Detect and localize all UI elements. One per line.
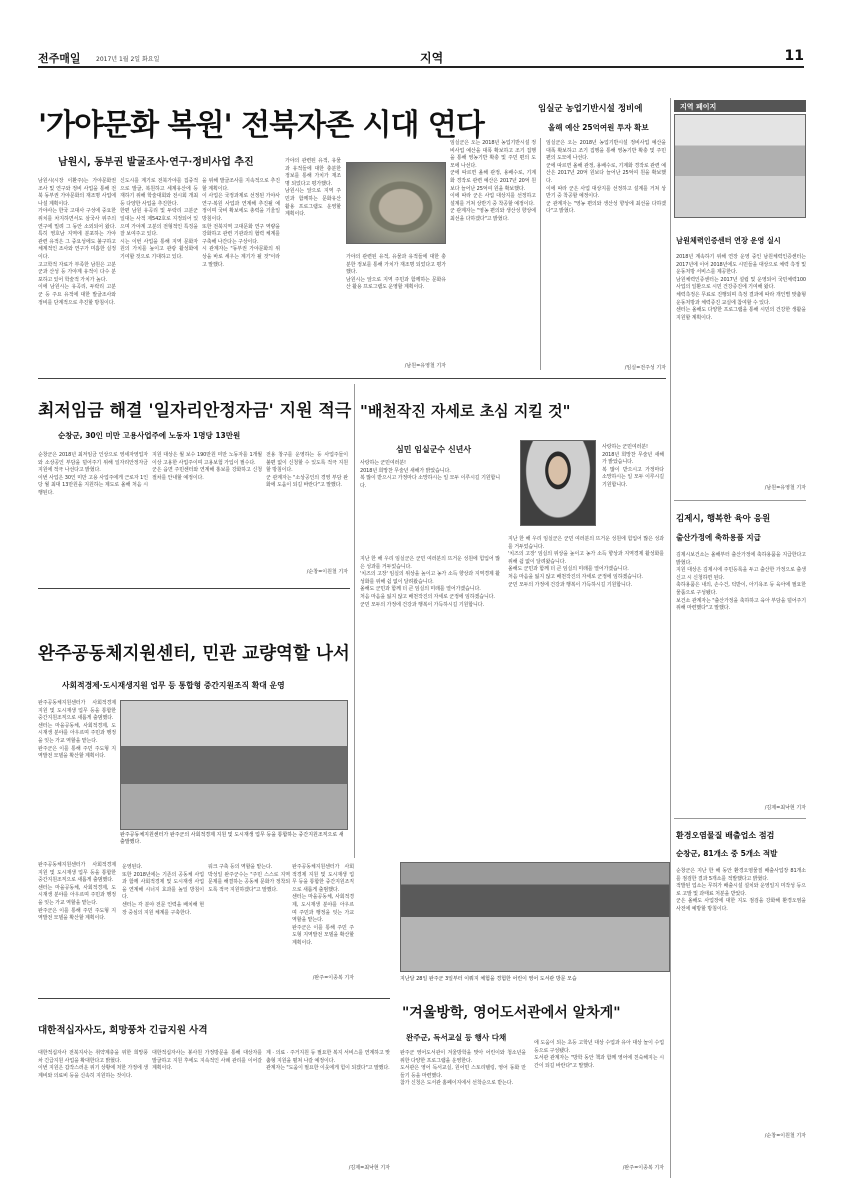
imsil-body-col2: 지난 한 해 우리 임실군은 군민 여러분의 뜨거운 성원에 힘입어 많은 성과를 거두었습니다. '치즈의 고장' 임실의 위상을 높이고 농가 소득 향상과 지역경제 활성화를 위해 쉼 없이 달려왔습니다. 올해도 군민과 함께 더 큰 임실의 미래를 열어가겠습니다. 처음 마음을 잃지 않고 배천작진의 자세로 군정에 임하겠습니다. 군민 모두의 가정에 건강과 행복이 가득하시길 기원합니다. bbox=[508, 536, 664, 588]
farm-subhead: 올해 예산 25억여원 투자 확보 bbox=[548, 123, 649, 132]
namwon-side-byline: /남원=유영철 기자 bbox=[764, 485, 806, 491]
wanju-group-photo bbox=[120, 700, 348, 830]
wanju-headline: 완주공동체지원센터, 민관 교량역할 나서 bbox=[38, 644, 350, 664]
wage-headline: 최저임금 해결 '일자리안정자금' 지원 적극 bbox=[38, 401, 352, 421]
english-byline: /완주=이종복 기자 bbox=[622, 1165, 664, 1171]
wage-col1: 순창군은 2018년 최저임금 인상으로 영세자영업자와 소상공인 부담을 덜어주기 위해 일자리안정자금 지원에 적극 나선다고 밝혔다. 이번 사업은 30인 미만 고용 사업주에게 근로자 1인당 월 최대 13만원을 지원하는 제도로 올해 처음 시행된다. bbox=[38, 452, 148, 496]
wanju-col2: 운영된다. 또한 2018년에는 기존의 공동체 사업과 함께 사회적경제 및 도시재생 사업을 연계해 시너지 효과를 높일 방침이다. 센터는 각 분야 전문 인력을 배치해 현장 중심의 지원 체계를 구축한다. bbox=[122, 864, 204, 916]
wage-col3: 전용 창구를 운영하는 등 사업주들이 불편 없이 신청할 수 있도록 적극 지원할 방침이다. 군 관계자는 "소상공인의 경영 부담 완화에 도움이 되길 바란다"고 말했다. bbox=[266, 452, 348, 489]
gaya-col1: 남원시(시장 이환주)는 가야문화권 조사 및 연구와 정비 사업을 통해 전북 동부권 가야문화의 재조명 사업에 나설 계획이다. 가야사는 한국 고대사 구성에 중요한 위치를 차지하면서도 삼국사 위주의 연구에 밀려 그 동안 소외되어 왔다. 특히 영호남 지역에 분포하는 가야 관련 유적은 그 중요성에도 불구하고 체계적인 조사와 연구가 미흡한 실정이다. 고고학적 자료가 부족한 남원은 고분군과 산성 등 가야계 유적이 다수 분포하고 있어 학술적 가치가 높다. 이에 남원시는 유곡리, 두락리 고분군 등 주요 유적에 대한 발굴조사와 정비를 단계적으로 추진할 방침이다. bbox=[38, 178, 116, 306]
gaya-col3: 을 위해 발굴조사를 지속적으로 추진할 계획이다. 이 사업은 국정과제로 선정된 가야사 연구·복원 사업과 연계해 추진될 예정이며 국비 확보에도 총력을 기울일 방침이다. 또한 전북지역 고대문화 연구 역량을 강화하고 관련 기관과의 협력 체계를 구축해 나간다는 구상이다. 시 관계자는 "동부권 가야문화의 위상을 바로 세우는 계기가 될 것"이라고 말했다. bbox=[202, 178, 280, 268]
namwon-side-headline: 남원체력인증센터 연장 운영 실시 bbox=[676, 236, 781, 245]
english-photo-caption: 지난달 28일 완주군 3일부터 이뤄지 체험을 경험한 어린이 영어 도서관 방문 모습 bbox=[400, 976, 577, 982]
env-byline: /순창=이원철 기자 bbox=[764, 1133, 806, 1139]
gaya-col5: 가야의 관련된 유적, 유물과 유적들에 대한 충분한 정보를 통해 가치가 재조명 되었다고 평가했다. 남원시는 앞으로 지역 주민과 함께하는 문화유산 활용 프로그램도 운영할 계획이다. bbox=[346, 254, 446, 291]
redcross-headline: 대한적십자사도, 희망풍차 긴급지원 사격 bbox=[38, 1025, 208, 1036]
wanju-col1-cont: 완주공동체지원센터가 사회적경제 지원 및 도시재생 업무 등을 통합한 중간지원조직으로 새롭게 출범했다. 센터는 마을공동체, 사회적경제, 도시재생 분야를 아우르며 주민과 행정을 잇는 가교 역할을 맡는다. 완주군은 이를 통해 주민 주도형 지역발전 모델을 확산할 계획이다. bbox=[38, 862, 116, 922]
farm-headline: 임실군 농업기반시설 정비에 bbox=[538, 104, 643, 114]
english-col2: 에 도움이 되는 초등 고학년 대상 수업과 유아 대상 놀이 수업 등으로 구성됐다. 도서관 관계자는 "방학 동안 책과 함께 영어에 친숙해지는 시간이 되길 바란다"고 말했다. bbox=[534, 1040, 664, 1069]
gaya-photo bbox=[346, 162, 446, 244]
masthead bbox=[38, 48, 804, 68]
wanju-col1: 완주공동체지원센터가 사회적경제 지원 및 도시재생 업무 등을 통합한 중간지원조직으로 새롭게 출범했다. 센터는 마을공동체, 사회적경제, 도시재생 분야를 아우르며 주민과 행정을 잇는 가교 역할을 맡는다. 완주군은 이를 통해 주민 주도형 지역발전 모델을 확산할 계획이다. bbox=[38, 700, 116, 760]
gimje-body: 김제시보건소는 올해부터 출산가정에 축하용품을 지급한다고 밝혔다. 지원 대상은 김제시에 주민등록을 두고 출산한 가정으로 출생신고 시 신청하면 된다. 축하용품은 내의, 손수건, 턱받이, 아기욕조 등 육아에 필요한 물품으로 구성됐다. 보건소 관계자는 "출산가정을 축하하고 육아 부담을 덜어주기 위해 마련했다"고 말했다. bbox=[676, 552, 806, 612]
namwon-gym-photo bbox=[674, 114, 806, 218]
gaya-subhead: 남원시, 동부권 발굴조사·연구·정비사업 추진 bbox=[58, 157, 254, 168]
wanju-subhead: 사회적경제·도시재생지원 업무 등 통합형 중간지원조직 확대 운영 bbox=[62, 681, 285, 690]
paper-name: 전주매일 bbox=[38, 52, 81, 65]
imsil-headline: "배천작진 자세로 초심 지킬 것" bbox=[360, 402, 571, 420]
farm-body: 임실군은 오는 2018년 농업기반시설 정비사업 예산을 대폭 확보하고 조기 집행을 통해 영농기반 확충 및 주민 편의 도모에 나선다. 군에 따르면 올해 관정, 용배수로, 기계화 경작로 관련 예산은 2017년 20억 원보다 늘어난 25억여 원을 확보했다. 이에 따라 군은 사업 대상지를 선정하고 설계를 거쳐 상반기 중 착공할 예정이다. 군 관계자는 "영농 편의와 생산성 향상에 최선을 다하겠다"고 밝혔다. bbox=[450, 140, 536, 222]
gaya-byline: /남원=유영철 기자 bbox=[404, 363, 446, 369]
imsil-intro: 사랑하는 군민여러분! 2018년 희망찬 무술년 새해가 밝았습니다. 복 많이 받으시고 가정마다 소망하시는 일 모두 이루시길 기원합니다. bbox=[360, 460, 500, 489]
side-label-text: 지역 페이지 bbox=[680, 103, 717, 111]
gimje-subhead: 출산가정에 축하용품 지급 bbox=[676, 533, 761, 542]
farm-body-col2: 임실군은 오는 2018년 농업기반시설 정비사업 예산을 대폭 확보하고 조기 집행을 통해 영농기반 확충 및 주민 편의 도모에 나선다. 군에 따르면 올해 관정, 용배수로, 기계화 경작로 관련 예산은 2017년 20억 원보다 늘어난 25억여 원을 확보했다. 이에 따라 군은 사업 대상지를 선정하고 설계를 거쳐 상반기 중 착공할 예정이다. 군 관계자는 "영농 편의와 생산성 향상에 최선을 다하겠다"고 밝혔다. bbox=[546, 140, 666, 215]
imsil-body-right: 사랑하는 군민여러분! 2018년 희망찬 무술년 새해가 밝았습니다. 복 많이 받으시고 가정마다 소망하시는 일 모두 이루시길 기원합니다. bbox=[602, 444, 664, 488]
english-col1: 완주군 영어도서관이 겨울방학을 맞아 어린이와 청소년을 위한 다양한 프로그램을 운영한다. 도서관은 영어 독서교실, 원어민 스토리텔링, 영어 동화 만들기 등을 마련했다. 참가 신청은 도서관 홈페이지에서 선착순으로 받는다. bbox=[400, 1050, 526, 1087]
english-photo bbox=[400, 862, 670, 972]
wanju-byline: /완주=이종복 기자 bbox=[312, 975, 354, 981]
gaya-headline: '가야문화 복원' 전북자존 시대 연다 bbox=[38, 108, 484, 143]
gimje-byline: /김제=최낙현 기자 bbox=[764, 805, 806, 811]
namwon-side-body: 2018년 계속하기 위해 연장 운영 중인 남원체력인증센터는 2017년에 이어 2018년에도 시민들을 대상으로 체력 측정 및 운동처방 서비스를 제공한다. 남원체력인증센터는 2017년 설립 및 운영되어 국민체력100 사업의 일환으로 시민 건강증진에 기여해 왔다. 체력측정은 무료로 진행되며 측정 결과에 따라 개인별 맞춤형 운동처방과 체력증진 교실에 참여할 수 있다. 센터는 올해도 다양한 프로그램을 통해 시민의 건강한 생활을 지원할 계획이다. bbox=[676, 254, 806, 321]
gimje-headline: 김제시, 행복한 육아 응원 bbox=[676, 514, 771, 524]
imsil-portrait bbox=[520, 440, 596, 526]
english-headline: "겨울방학, 영어도서관에서 알차게" bbox=[402, 1005, 621, 1021]
env-headline: 환경오염물질 배출업소 점검 bbox=[676, 831, 775, 840]
imsil-subhead: 심민 임실군수 신년사 bbox=[396, 445, 472, 454]
wanju-col4: 완주공동체지원센터가 사회적경제 지원 및 도시재생 업무 등을 통합한 중간지원조직으로 새롭게 출범했다. 센터는 마을공동체, 사회적경제, 도시재생 분야를 아우르며 주민과 행정을 잇는 가교 역할을 맡는다. 완주군은 이를 통해 주민 주도형 지역발전 모델을 확산할 계획이다. bbox=[292, 864, 354, 946]
env-body: 순창군은 지난 한 해 동안 환경오염물질 배출사업장 81개소를 점검한 결과 5개소를 적발했다고 밝혔다. 적발된 업소는 무허가 배출시설 설치와 운영일지 미작성 등으로 고발 및 과태료 처분을 받았다. 군은 올해도 사업장에 대한 지도 점검을 강화해 환경오염을 사전에 예방할 방침이다. bbox=[676, 868, 806, 912]
wage-subhead: 순창군, 30인 미만 고용사업주에 노동자 1명당 13만원 bbox=[58, 431, 241, 440]
gaya-col4: 가야의 관련된 유적, 유물과 유적들에 대한 충분한 정보를 통해 가치가 재조명 되었다고 평가했다. 남원시는 앞으로 지역 주민과 함께하는 문화유산 활용 프로그램도 운영할 계획이다. bbox=[285, 158, 341, 218]
page-number: 11 bbox=[784, 48, 804, 64]
imsil-body: 지난 한 해 우리 임실군은 군민 여러분의 뜨거운 성원에 힘입어 많은 성과를 거두었습니다. '치즈의 고장' 임실의 위상을 높이고 농가 소득 향상과 지역경제 활성화를 위해 쉼 없이 달려왔습니다. 올해도 군민과 함께 더 큰 임실의 미래를 열어가겠습니다. 처음 마음을 잃지 않고 배천작진의 자세로 군정에 임하겠습니다. 군민 모두의 가정에 건강과 행복이 가득하시길 기원합니다. bbox=[360, 556, 500, 608]
farm-byline: /임실=전주성 기자 bbox=[624, 365, 666, 371]
english-subhead: 완주군, 독서교실 등 행사 다채 bbox=[406, 1033, 507, 1042]
redcross-byline: /김제=최낙현 기자 bbox=[348, 1165, 390, 1171]
section-name: 지역 bbox=[420, 51, 444, 65]
wanju-photo-caption: 완주공동체지원센터가 완주군의 사회적경제 지원 및 도시재생 업무 등을 통합하는 중간지원조직으로 새출발했다. bbox=[120, 832, 344, 845]
redcross-col1: 대한적십자사 전북지사는 취약계층을 위한 희망풍차 긴급지원 사업을 확대한다고 밝혔다. 이번 지원은 갑작스러운 위기 상황에 처한 가정에 생계비와 의료비 등을 신속히 지원하는 것이다. bbox=[38, 1050, 148, 1079]
redcross-col2: 대한적십자사는 봉사원 가정방문을 통해 대상자를 발굴하고 지원 후에도 지속적인 사례 관리를 이어갈 계획이다. bbox=[152, 1050, 264, 1072]
redcross-col3: 계 · 의료 · 주거지원 등 필요한 복지 서비스를 연계하고 맞춤형 지원을 펼쳐 나갈 예정이다. 관계자는 "도움이 필요한 이웃에게 힘이 되겠다"고 말했다. bbox=[266, 1050, 390, 1072]
side-label bbox=[674, 100, 806, 112]
wage-col2: 지원 대상은 월 보수 190만원 미만 노동자를 1개월 이상 고용한 사업주이며 고용보험 가입이 필수다. 군은 읍면 주민센터와 연계해 홍보를 강화하고 신청 절차를 안내할 예정이다. bbox=[152, 452, 262, 481]
gaya-col2: 신도시를 계기로 전북가야를 집중적으로 발굴, 복원하고 세계유산에 등재하기 위해 학술대회와 전시회 개최 등 다양한 사업을 추진한다. 한편 남원 유곡리 및 두락리 고분군 일대는 사적 제542호로 지정되어 있으며 가야계 고분의 전형적인 특징을 잘 보여주고 있다. 시는 이번 사업을 통해 지역 문화자원의 가치를 높이고 관광 활성화에 기여할 것으로 기대하고 있다. bbox=[120, 178, 198, 260]
wage-byline: /순창=이원철 기자 bbox=[306, 569, 348, 575]
issue-date: 2017년 1월 2일 화요일 bbox=[96, 56, 160, 63]
env-subhead: 순창군, 81개소 중 5개소 적발 bbox=[676, 849, 778, 858]
wanju-col3: 워크 구축 등의 역할을 맡는다. 박성일 완주군수는 "주민 스스로 지역 문제를 해결하는 공동체 문화가 정착되도록 적극 지원하겠다"고 말했다. bbox=[208, 864, 290, 893]
